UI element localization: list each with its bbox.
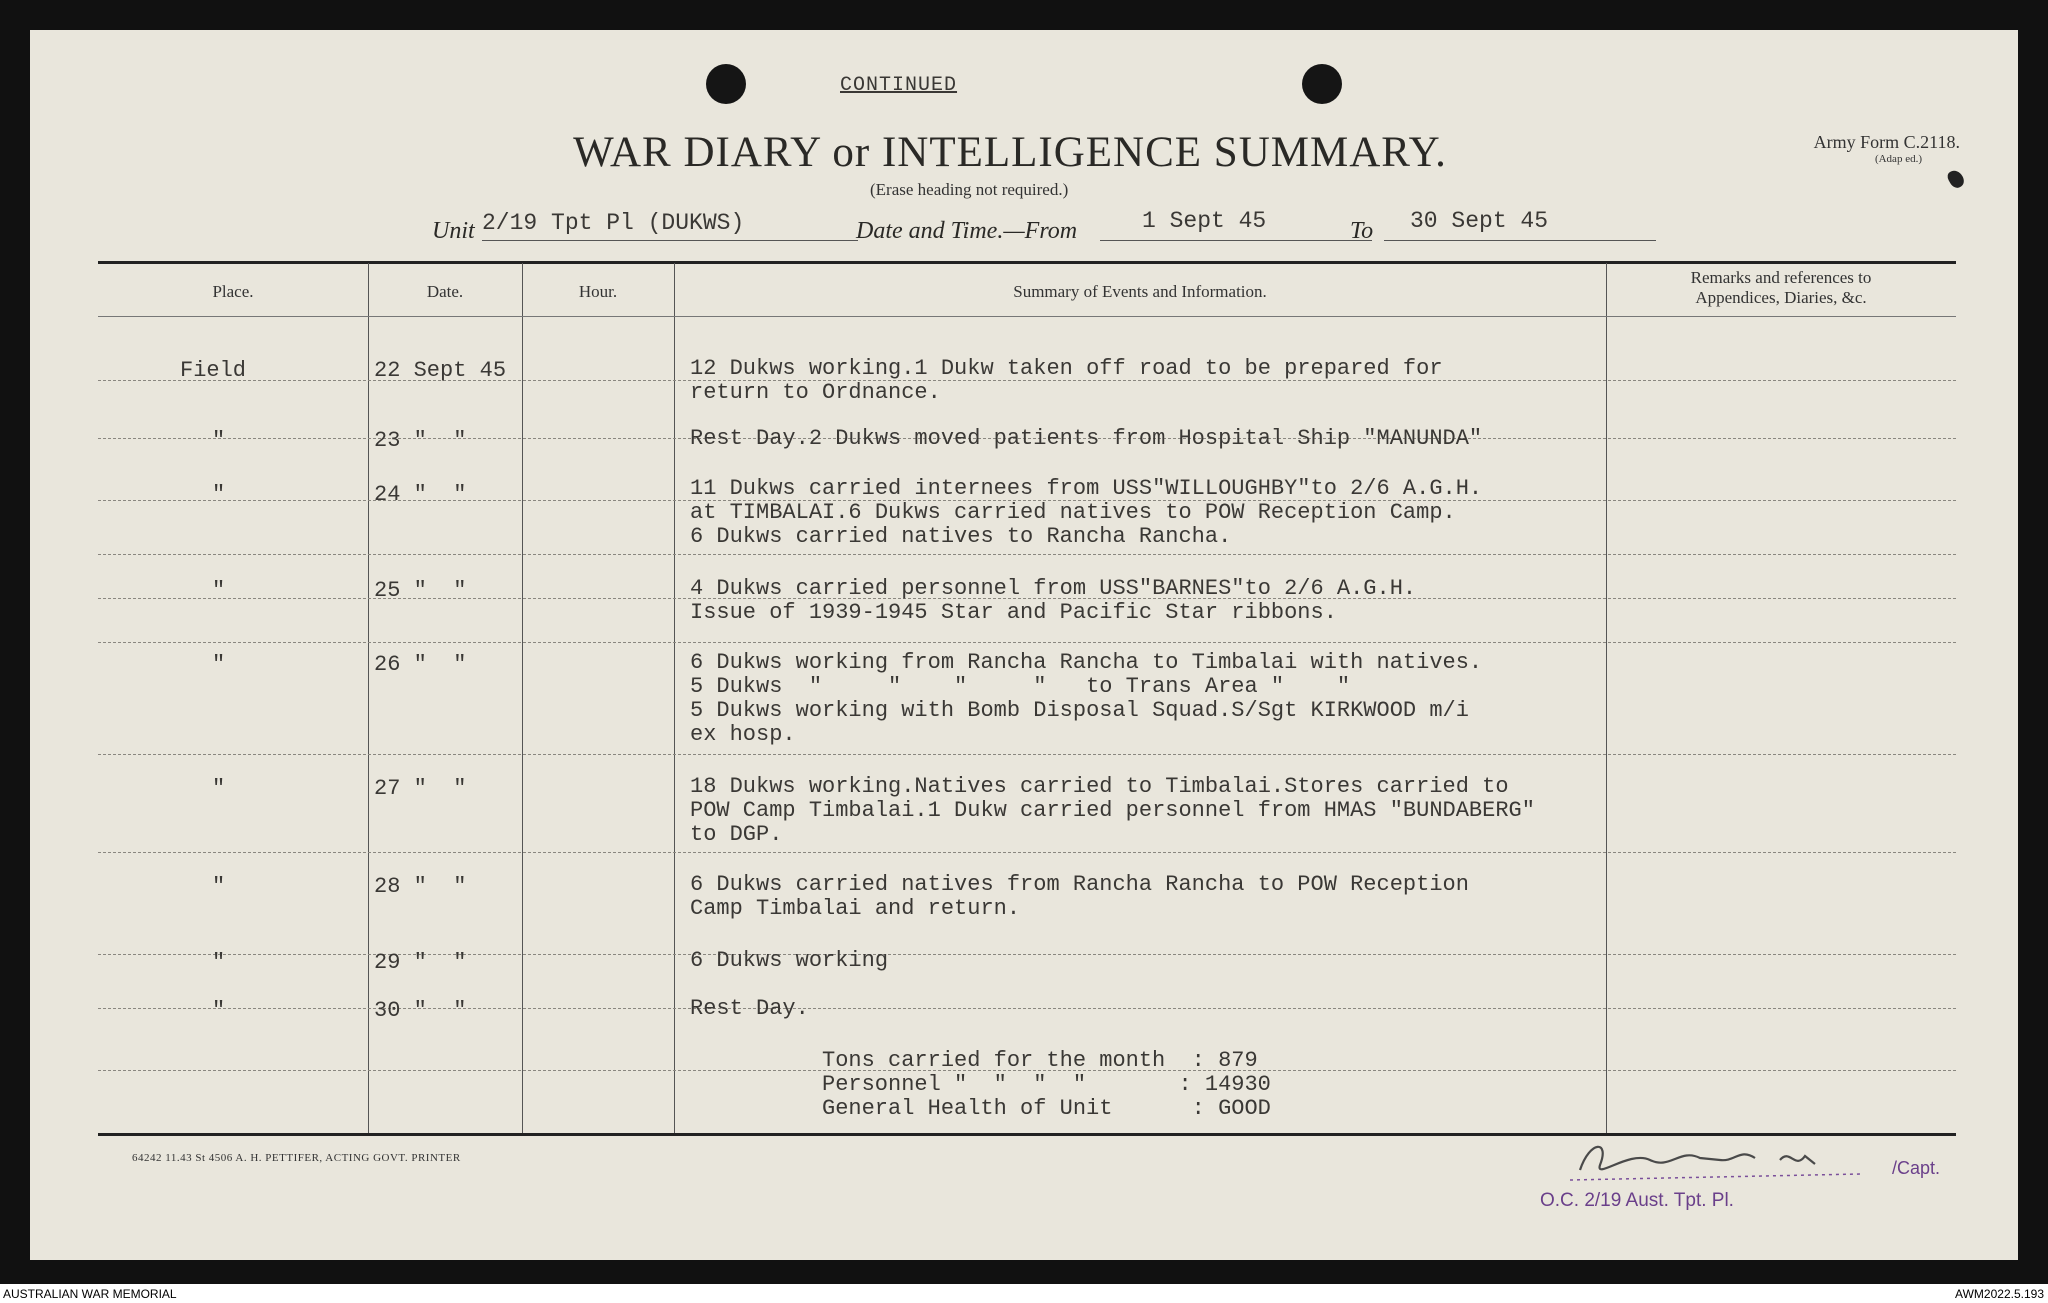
entry-line: 11 Dukws carried internees from USS"WILLOUGHBY"to 2/6 A.G.H.: [690, 476, 1483, 501]
entry-date: 23 " ": [374, 428, 467, 453]
printer-imprint: 64242 11.43 St 4506 A. H. PETTIFER, ACTING GOVT. PRINTER: [132, 1152, 461, 1164]
header-rule: [98, 316, 1956, 317]
page-title: WAR DIARY or INTELLIGENCE SUMMARY.: [573, 129, 1447, 176]
entry-line: 6 Dukws carried natives from Rancha Rancha to POW Reception: [690, 872, 1469, 897]
entry-place: ": [212, 652, 226, 677]
source-credit: AUSTRALIAN WAR MEMORIAL: [3, 1287, 177, 1301]
entry-line: 18 Dukws working.Natives carried to Timbalai.Stores carried to: [690, 774, 1509, 799]
from-value: 1 Sept 45: [1142, 208, 1267, 234]
entry-line: at TIMBALAI.6 Dukws carried natives to POW Reception Camp.: [690, 500, 1456, 525]
entry-line: Camp Timbalai and return.: [690, 896, 1021, 921]
unit-stamp: O.C. 2/19 Aust. Tpt. Pl.: [1540, 1190, 1734, 1211]
entry-line: 12 Dukws working.1 Dukw taken off road to be prepared for: [690, 356, 1443, 381]
entry-date: 30 " ": [374, 998, 467, 1023]
row-rule: [98, 642, 1956, 643]
row-rule: [98, 554, 1956, 555]
entry-date: 27 " ": [374, 776, 467, 801]
col-header-place: Place.: [212, 282, 254, 301]
entry-line: to DGP.: [690, 822, 783, 847]
entry-line: 6 Dukws working: [690, 948, 889, 973]
page-subtitle: (Erase heading not required.): [870, 180, 1069, 199]
unit-label: Unit: [432, 218, 475, 244]
unit-line: [482, 240, 858, 241]
to-line: [1384, 240, 1656, 241]
entry-place: Field: [180, 358, 247, 383]
col-header-remarks: Remarks and references to Appendices, Diaries, &c.: [1690, 268, 1872, 307]
to-label: To: [1350, 218, 1374, 244]
entry-line: Issue of 1939-1945 Star and Pacific Star ribbons.: [690, 600, 1337, 625]
entry-date: 22 Sept 45: [374, 358, 507, 383]
entry-date: 29 " ": [374, 950, 467, 975]
entry-line: POW Camp Timbalai.1 Dukw carried personnel from HMAS "BUNDABERG": [690, 798, 1535, 823]
column-divider: [1606, 263, 1607, 1133]
punch-hole: [706, 64, 746, 104]
date-label: Date and Time.—From: [856, 218, 1078, 244]
entry-place: ": [212, 428, 226, 453]
entry-line: return to Ordnance.: [690, 380, 941, 405]
table-top-rule: [98, 261, 1956, 264]
total-personnel: Personnel " " " " : 14930: [822, 1072, 1271, 1097]
entry-line: 6 Dukws carried natives to Rancha Rancha.: [690, 524, 1232, 549]
to-value: 30 Sept 45: [1410, 208, 1549, 234]
column-divider: [522, 263, 523, 1133]
diary-page: [30, 30, 2018, 1260]
entry-date: 26 " ": [374, 652, 467, 677]
punch-hole: [1302, 64, 1342, 104]
col-header-hour: Hour.: [578, 282, 618, 301]
accession-number: AWM2022.5.193: [1955, 1287, 2044, 1301]
entry-line: Rest Day.2 Dukws moved patients from Hospital Ship "MANUNDA": [690, 426, 1483, 451]
entry-place: ": [212, 578, 226, 603]
col-header-date: Date.: [426, 282, 464, 301]
signature: [1570, 1130, 1870, 1190]
general-health: General Health of Unit : GOOD: [822, 1096, 1271, 1121]
unit-value: 2/19 Tpt Pl (DUKWS): [482, 210, 745, 236]
entry-place: ": [212, 874, 226, 899]
entry-place: ": [212, 998, 226, 1023]
column-divider: [368, 263, 369, 1133]
entry-place: ": [212, 776, 226, 801]
entry-line: Rest Day.: [690, 996, 809, 1021]
entry-line: ex hosp.: [690, 722, 796, 747]
entry-line: 4 Dukws carried personnel from USS"BARNES"to 2/6 A.G.H.: [690, 576, 1417, 601]
entry-line: 5 Dukws working with Bomb Disposal Squad.S/Sgt KIRKWOOD m/i: [690, 698, 1469, 723]
col-header-summary: Summary of Events and Information.: [1013, 282, 1267, 301]
total-tons: Tons carried for the month : 879: [822, 1048, 1258, 1073]
entry-date: 25 " ": [374, 578, 467, 603]
entry-date: 24 " ": [374, 482, 467, 507]
entry-date: 28 " ": [374, 874, 467, 899]
continued-label: CONTINUED: [840, 74, 958, 97]
from-line: [1100, 240, 1372, 241]
army-form-label: Army Form C.2118. (Adap ed.): [1813, 132, 1960, 165]
entry-line: 5 Dukws " " " " to Trans Area " ": [690, 674, 1351, 699]
captain-mark: /Capt.: [1892, 1158, 1941, 1178]
entry-place: ": [212, 950, 226, 975]
row-rule: [98, 754, 1956, 755]
row-rule: [98, 852, 1956, 853]
credit-bar: [0, 1284, 2048, 1303]
entry-line: 6 Dukws working from Rancha Rancha to Timbalai with natives.: [690, 650, 1483, 675]
entry-place: ": [212, 482, 226, 507]
column-divider: [674, 263, 675, 1133]
